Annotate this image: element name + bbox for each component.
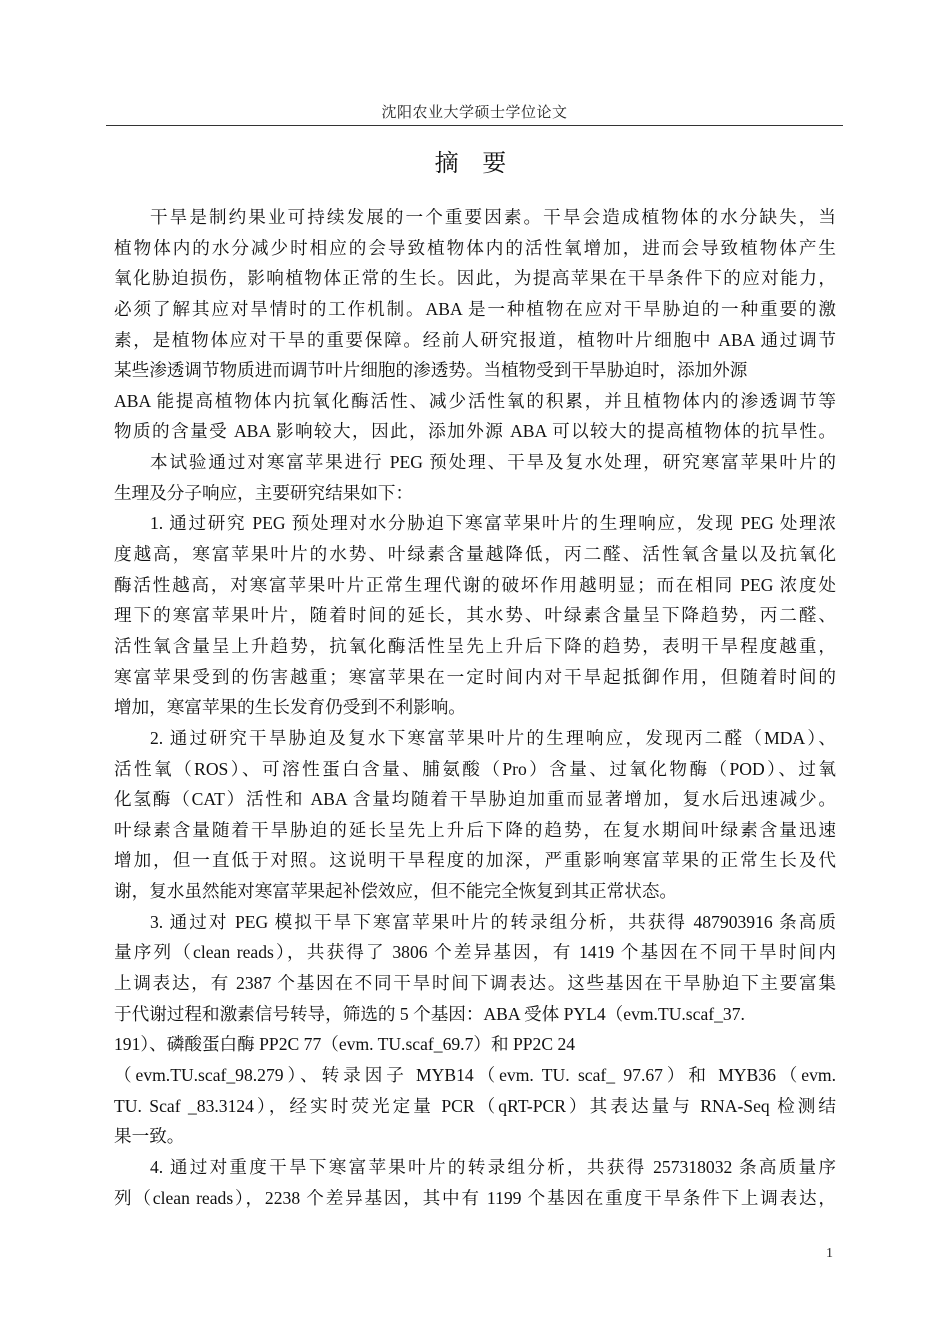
text-line: 必须了解其应对旱情时的工作机制。ABA 是一种植物在应对干旱胁迫的一种重要的激 [114, 298, 836, 319]
text-line: ABA 能提高植物体内抗氧化酶活性、减少活性氧的积累，并且植物体内的渗透调节等 [114, 390, 836, 411]
text-line: 生理及分子响应，主要研究结果如下： [114, 482, 414, 503]
text-line: 量序列（clean reads），共获得了 3806 个差异基因，有 1419 个基因在不同干旱时间内 [114, 942, 836, 963]
text-line: 酶活性越高，对寒富苹果叶片正常生理代谢的破坏作用越明显；而在相同 PEG 浓度处 [114, 574, 836, 595]
text-line: 寒富苹果受到的伤害越重；寒富苹果在一定时间内对干旱起抵御作用，但随着时间的 [114, 666, 836, 687]
text-line: 植物体内的水分减少时相应的会导致植物体内的活性氧增加，进而会导致植物体产生 [114, 237, 836, 258]
text-line: 果一致。 [114, 1126, 185, 1147]
text-line: 物质的含量受 ABA 影响较大，因此，添加外源 ABA 可以较大的提高植物体的抗旱性。 [114, 421, 836, 442]
text-line: 增加，但一直低于对照。这说明干旱程度的加深，严重影响寒富苹果的正常生长及代 [114, 850, 836, 871]
text-line: 某些渗透调节物质进而调节叶片细胞的渗透势。当植物受到干旱胁迫时，添加外源 [114, 360, 748, 381]
header-rule [106, 125, 843, 126]
text-line: 191）、磷酸蛋白酶 PP2C 77（evm. TU.scaf_69.7）和 PP2C 24 [114, 1034, 576, 1055]
text-line: 谢，复水虽然能对寒富苹果起补偿效应，但不能完全恢复到其正常状态。 [114, 881, 678, 902]
text-line: 列（clean reads），2238 个差异基因，其中有 1199 个基因在重度干旱条件下上调表达， [114, 1187, 836, 1208]
text-line: 增加，寒富苹果的生长发育仍受到不利影响。 [114, 697, 466, 718]
text-line: 本试验通过对寒富苹果进行 PEG 预处理、干旱及复水处理，研究寒富苹果叶片的 [150, 452, 836, 473]
text-line: 度越高，寒富苹果叶片的水势、叶绿素含量越降低，丙二醛、活性氧含量以及抗氧化 [114, 544, 836, 565]
text-line: 活性氧（ROS）、可溶性蛋白含量、脯氨酸（Pro）含量、过氧化物酶（POD）、过氧 [114, 758, 836, 779]
text-line: 上调表达，有 2387 个基因在不同干旱时间下调表达。这些基因在干旱胁迫下主要富集 [114, 973, 836, 994]
text-line: 氧化胁迫损伤，影响植物体正常的生长。因此，为提高苹果在干旱条件下的应对能力， [114, 268, 836, 289]
page-number: 1 [826, 1246, 833, 1261]
text-line: （evm.TU.scaf_98.279）、转录因子 MYB14（evm. TU. scaf_ 97.67）和 MYB36（evm. [114, 1064, 836, 1085]
page-title: 摘 要 [434, 149, 515, 177]
text-line: 理下的寒富苹果叶片，随着时间的延长，其水势、叶绿素含量呈下降趋势，丙二醛、 [114, 605, 836, 626]
running-header: 沈阳农业大学硕士学位论文 [381, 105, 568, 121]
text-line: 4. 通过对重度干旱下寒富苹果叶片的转录组分析，共获得 257318032 条高质量序 [150, 1156, 836, 1177]
abstract-body [114, 202, 836, 1213]
text-line: 干旱是制约果业可持续发展的一个重要因素。干旱会造成植物体的水分缺失，当 [150, 207, 836, 227]
text-line: 2. 通过研究干旱胁迫及复水下寒富苹果叶片的生理响应，发现丙二醛（MDA）、 [150, 727, 836, 748]
text-line: 化氢酶（CAT）活性和 ABA 含量均随着干旱胁迫加重而显著增加，复水后迅速减少。 [114, 789, 836, 810]
text-line: TU. Scaf _83.3124），经实时荧光定量 PCR（qRT-PCR）其表达量与 RNA-Seq 检测结 [114, 1095, 836, 1116]
text-line: 3. 通过对 PEG 模拟干旱下寒富苹果叶片的转录组分析，共获得 487903916 条高质 [150, 911, 836, 932]
text-line: 1. 通过研究 PEG 预处理对水分胁迫下寒富苹果叶片的生理响应，发现 PEG 处理浓 [150, 513, 836, 534]
text-line: 于代谢过程和激素信号转导，筛选的 5 个基因：ABA 受体 PYL4（evm.TU.scaf_37. [114, 1003, 745, 1024]
text-line: 活性氧含量呈上升趋势，抗氧化酶活性呈先上升后下降的趋势，表明干旱程度越重， [114, 635, 836, 656]
text-line: 素，是植物体应对干旱的重要保障。经前人研究报道，植物叶片细胞中 ABA 通过调节 [114, 329, 836, 350]
text-line: 叶绿素含量随着干旱胁迫的延长呈先上升后下降的趋势，在复水期间叶绿素含量迅速 [114, 819, 836, 840]
